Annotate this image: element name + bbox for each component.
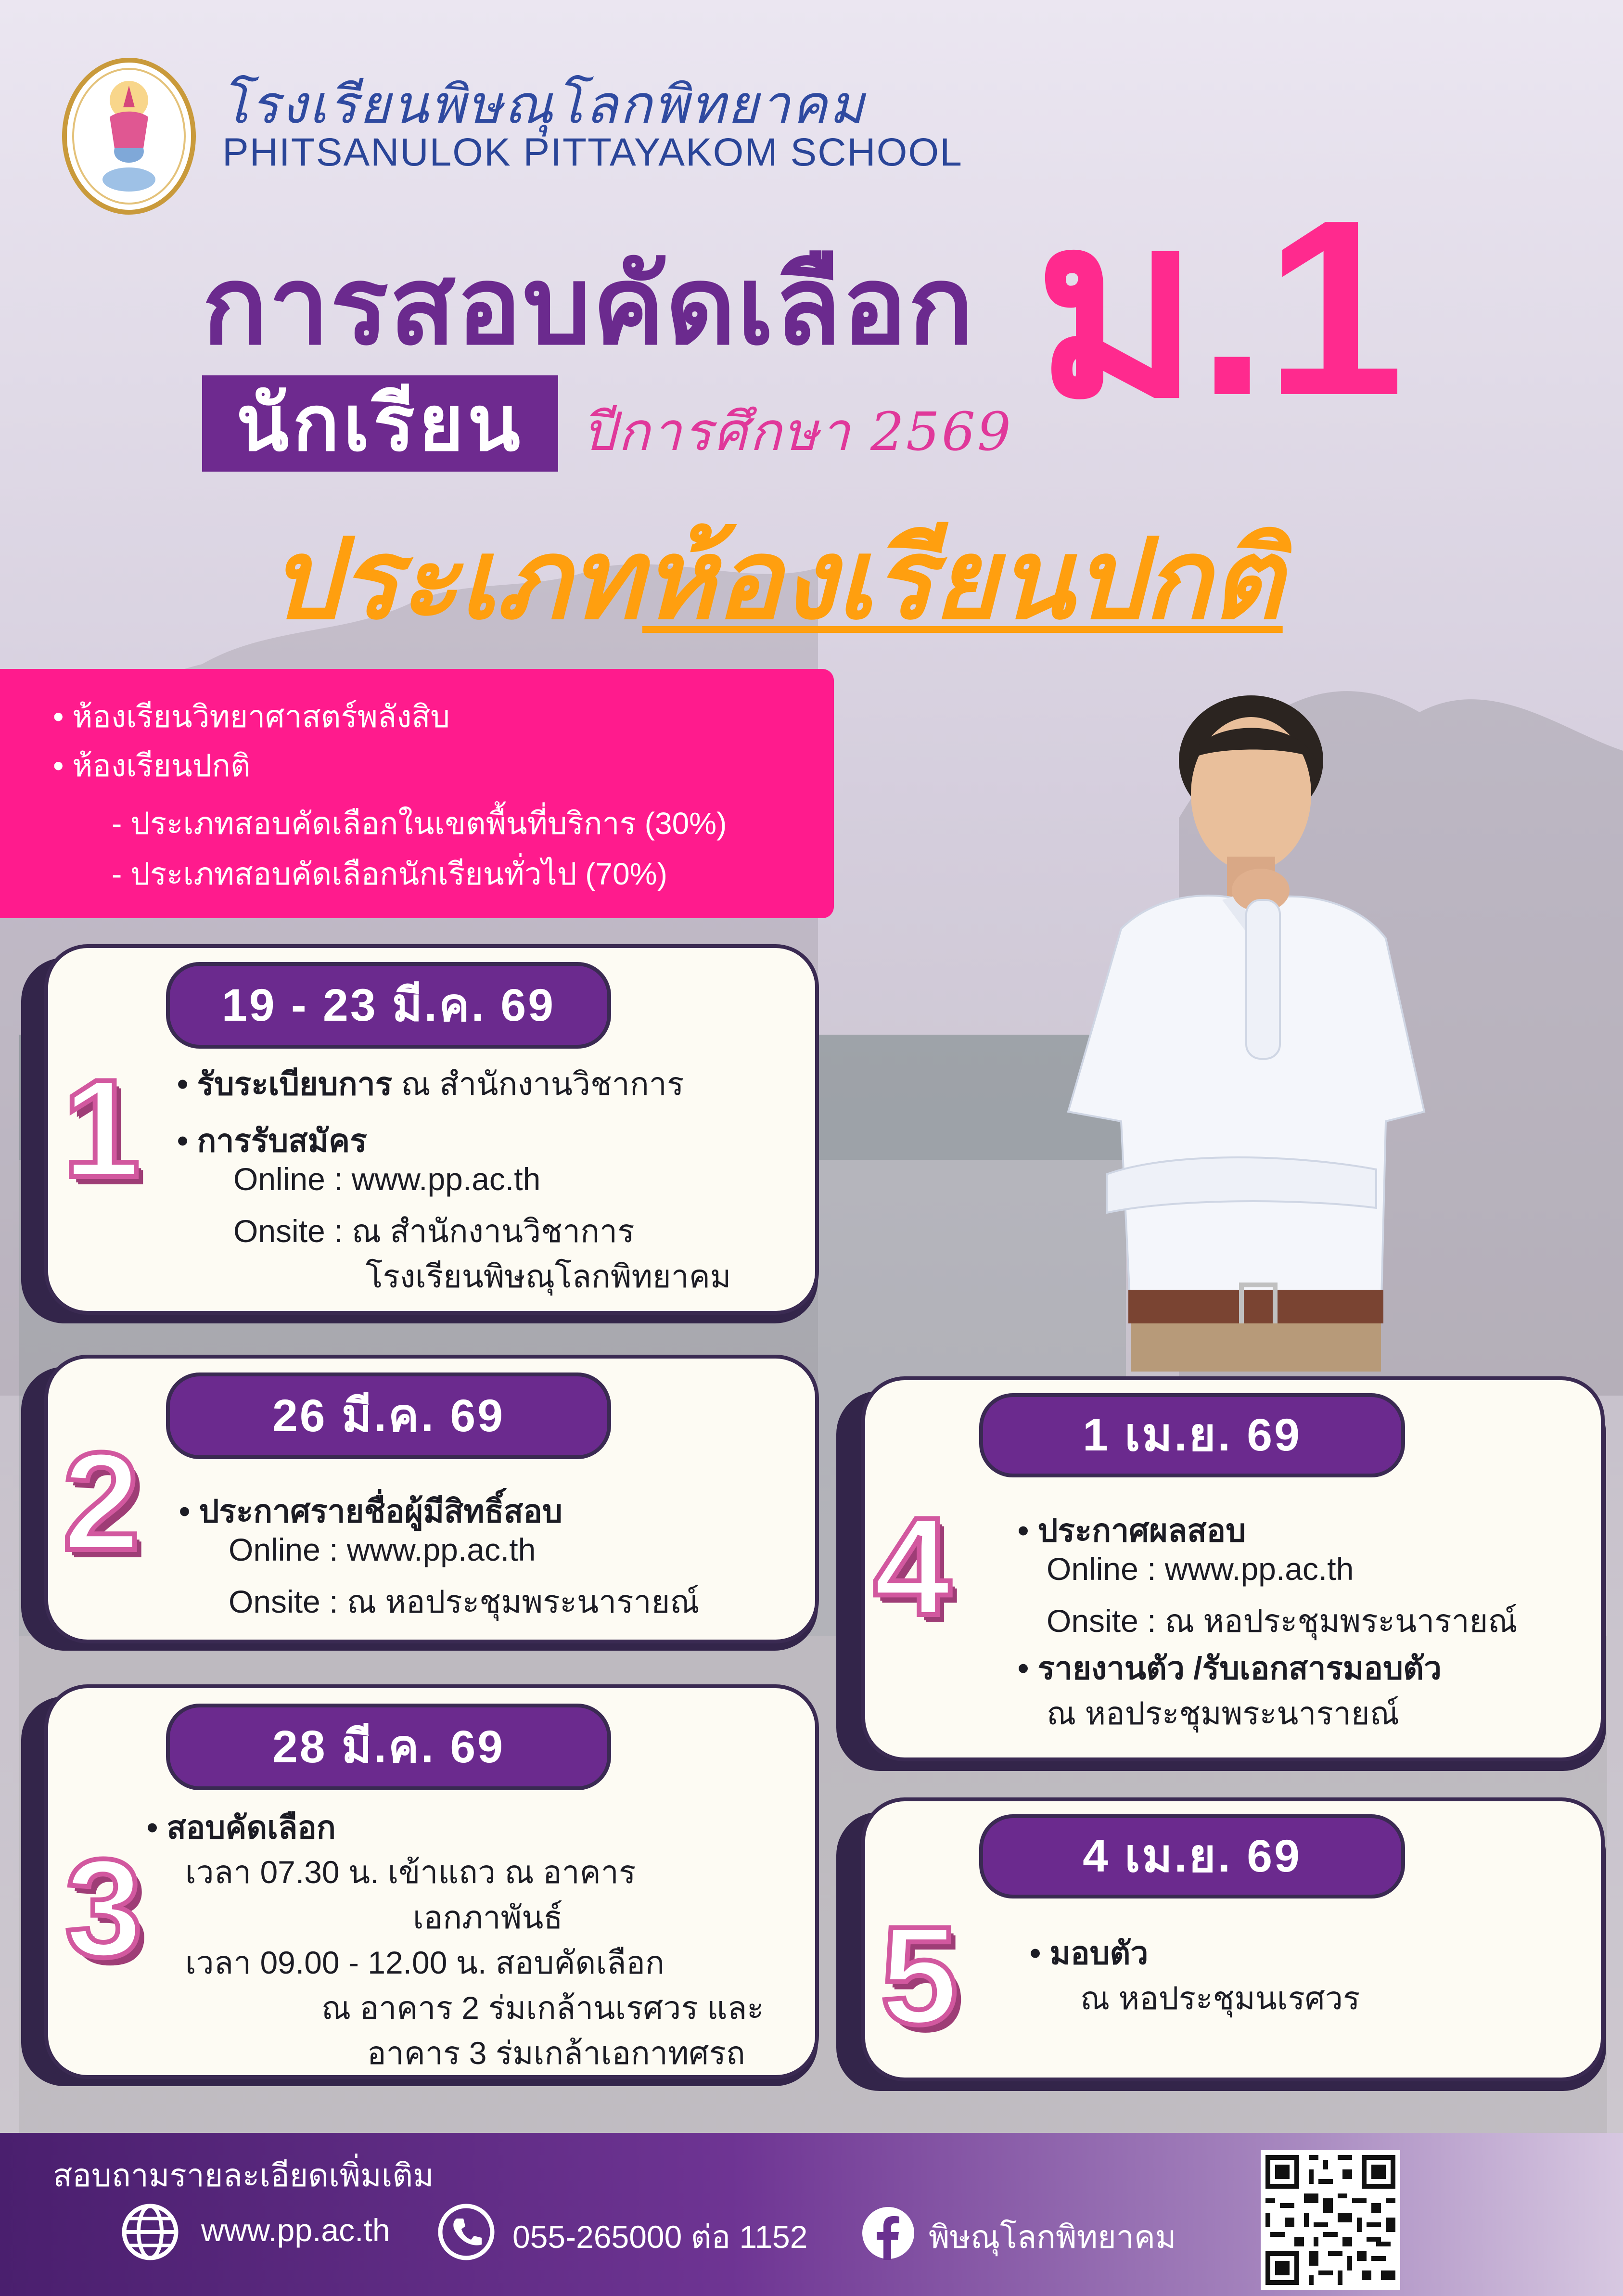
grade-level: ม.1	[1035, 168, 1403, 448]
step-4-date: 1 เม.ย. 69	[979, 1393, 1405, 1477]
admission-type	[269, 491, 1283, 667]
admission-type-highlight: ห้องเรียนปกติ	[642, 517, 1283, 641]
step-3-line: ณ อาคาร 2 ร่มเกล้านเรศวร และ	[321, 1990, 764, 2026]
contact-title: สอบถามรายละเอียดเพิ่มเติม	[53, 2157, 434, 2193]
academic-year: ปีการศึกษา 2569	[582, 401, 1013, 462]
school-emblem-icon	[62, 57, 196, 216]
step-4-line: ณ หอประชุมพระนารายณ์	[1047, 1695, 1399, 1731]
website-link[interactable]: www.pp.ac.th	[201, 2212, 390, 2248]
step-5-date: 4 เม.ย. 69	[979, 1814, 1405, 1898]
school-name-thai: โรงเรียนพิษณุโลกพิทยาคม	[220, 74, 866, 135]
step-3-line: เอกภาพันธ์	[413, 1899, 563, 1935]
step-2-line: • ประกาศรายชื่อผู้มีสิทธิ์สอบ	[179, 1493, 562, 1529]
step-3-line: เวลา 09.00 - 12.00 น. สอบคัดเลือก	[185, 1945, 665, 1980]
student-label: นักเรียน	[236, 380, 524, 466]
step-1-line: • รับระเบียบการ ณ สำนักงานวิชาการ	[177, 1066, 684, 1102]
step-4-line: Onsite : ณ หอประชุมพระนารายณ์	[1047, 1603, 1518, 1639]
step-4-line: • รายงานตัว /รับเอกสารมอบตัว	[1018, 1650, 1442, 1686]
phone-icon	[435, 2201, 497, 2263]
step-3-line: • สอบคัดเลือก	[147, 1809, 336, 1845]
info-sub-item: - ประเภทสอบคัดเลือกในเขตพื้นที่บริการ (30%)	[112, 806, 727, 841]
step-1-line: • การรับสมัคร	[177, 1123, 367, 1158]
step-2-line: Onsite : ณ หอประชุมพระนารายณ์	[229, 1584, 700, 1619]
step-1-line: โรงเรียนพิษณุโลกพิทยาคม	[366, 1258, 731, 1294]
step-3-line: อาคาร 3 ร่มเกล้าเอกาทศรถ	[367, 2035, 745, 2071]
admission-type-prefix: ประเภท	[269, 517, 642, 641]
step-4-number: 4	[873, 1488, 951, 1644]
step-4-line: Online : www.pp.ac.th	[1047, 1551, 1354, 1587]
page-title: การสอบคัดเลือก	[202, 245, 975, 366]
student-photo	[1049, 688, 1434, 1372]
step-4-line: • ประกาศผลสอบ	[1018, 1513, 1246, 1548]
facebook-icon	[861, 2206, 915, 2260]
info-sub-item: - ประเภทสอบคัดเลือกนักเรียนทั่วไป (70%)	[112, 857, 667, 891]
phone-number[interactable]: 055-265000 ต่อ 1152	[512, 2219, 808, 2255]
step-1-line: Onsite : ณ สำนักงานวิชาการ	[233, 1213, 635, 1249]
qr-code-icon[interactable]	[1261, 2150, 1400, 2290]
step-2-date: 26 มี.ค. 69	[166, 1372, 611, 1459]
step-3-date: 28 มี.ค. 69	[166, 1704, 611, 1790]
step-5-number: 5	[881, 1898, 958, 2053]
step-1-number: 1	[63, 1051, 141, 1206]
step-1-line: Online : www.pp.ac.th	[233, 1161, 541, 1197]
info-item: • ห้องเรียนปกติ	[53, 748, 251, 783]
step-1-date: 19 - 23 มี.ค. 69	[166, 962, 611, 1049]
step-3-number: 3	[65, 1830, 143, 1986]
info-item: • ห้องเรียนวิทยาศาสตร์พลังสิบ	[53, 699, 450, 734]
student-label-box	[202, 375, 558, 472]
step-5-line: • มอบตัว	[1030, 1935, 1149, 1971]
facebook-page[interactable]: พิษณุโลกพิทยาคม	[929, 2219, 1176, 2255]
globe-icon	[119, 2201, 181, 2263]
step-2-number: 2	[63, 1424, 141, 1579]
step-2-line: Online : www.pp.ac.th	[229, 1532, 536, 1567]
step-5-line: ณ หอประชุมนเรศวร	[1080, 1980, 1360, 2016]
school-name-english: PHITSANULOK PITTAYAKOM SCHOOL	[222, 130, 963, 174]
step-3-line: เวลา 07.30 น. เข้าแถว ณ อาคาร	[185, 1854, 636, 1890]
